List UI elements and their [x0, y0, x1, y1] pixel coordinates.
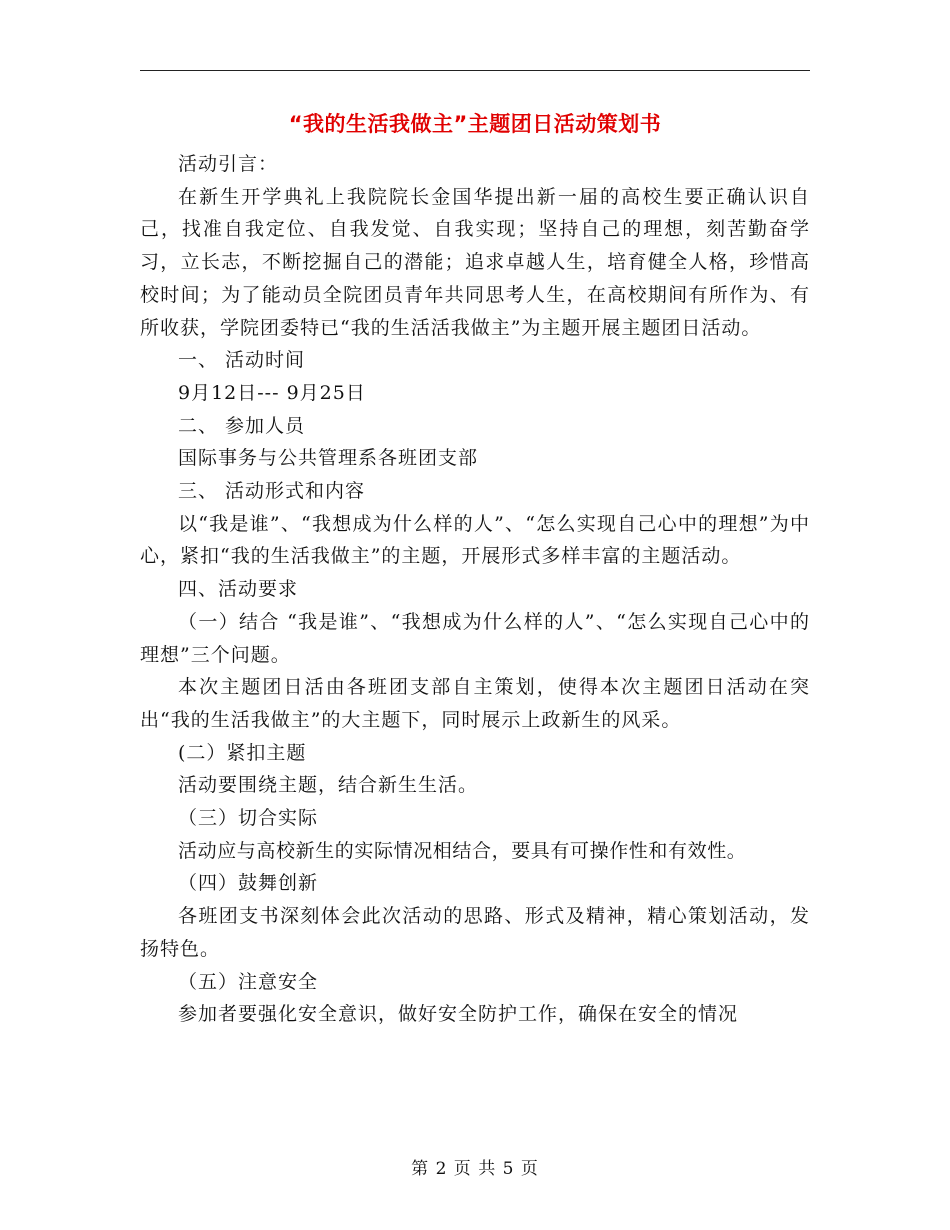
requirement-1-heading: （一）结合 “我是谁”、“我想成为什么样的人”、“怎么实现自己心中的理想”三个问题。	[140, 610, 810, 666]
section-time-text: 9月12日--- 9月25日	[178, 381, 366, 404]
page-number-footer: 第 2 页 共 5 页	[411, 1159, 539, 1179]
section-requirements-heading: 四、活动要求	[178, 578, 299, 601]
header-rule	[140, 70, 810, 71]
intro-heading: 活动引言：	[178, 153, 279, 175]
requirement-5-text: 参加者要强化安全意识，做好安全防护工作，确保在安全的情况	[178, 1003, 739, 1026]
requirement-2-text: 活动要围绕主题，结合新生生活。	[178, 774, 479, 797]
section-time-heading: 一、 活动时间	[178, 349, 306, 372]
document-body	[140, 148, 810, 1031]
section-format-text: 以“我是谁”、“我想成为什么样的人”、“怎么实现自己心中的理想”为中心，紧扣“我的生活我做主”的主题，开展形式多样丰富的主题活动。	[140, 512, 810, 568]
section-format-heading: 三、 活动形式和内容	[178, 480, 366, 503]
requirement-3-text: 活动应与高校新生的实际情况相结合，要具有可操作性和有效性。	[178, 839, 747, 862]
requirement-5-heading: （五）注意安全	[178, 970, 319, 993]
section-participants-text: 国际事务与公共管理系各班团支部	[178, 447, 479, 470]
requirement-2-heading: (二）紧扣主题	[178, 741, 307, 764]
section-participants-heading: 二、 参加人员	[178, 414, 306, 437]
document-title: “我的生活我做主”主题团日活动策划书	[288, 112, 662, 136]
requirement-1-text: 本次主题团日活由各班团支部自主策划，使得本次主题团日活动在突出“我的生活我做主”的大主题下，同时展示上政新生的风采。	[140, 676, 810, 731]
requirement-3-heading: （三）切合实际	[178, 807, 319, 830]
intro-paragraph: 在新生开学典礼上我院院长金国华提出新一届的高校生要正确认识自己，找准自我定位、自我发觉、自我实现；坚持自己的理想，刻苦勤奋学习，立长志，不断挖掘自己的潜能；追求卓越人生，培育健全人格，珍惜高校时间；为了能动员全院团员青年共同思考人生，在高校期间有所作为、有所收获，学院团委特已“我的生活活我做主”为主题开展主题团日活动。	[140, 185, 810, 339]
requirement-4-heading: （四）鼓舞创新	[178, 872, 319, 895]
requirement-4-text: 各班团支书深刻体会此次活动的思路、形式及精神，精心策划活动，发扬特色。	[140, 905, 810, 960]
